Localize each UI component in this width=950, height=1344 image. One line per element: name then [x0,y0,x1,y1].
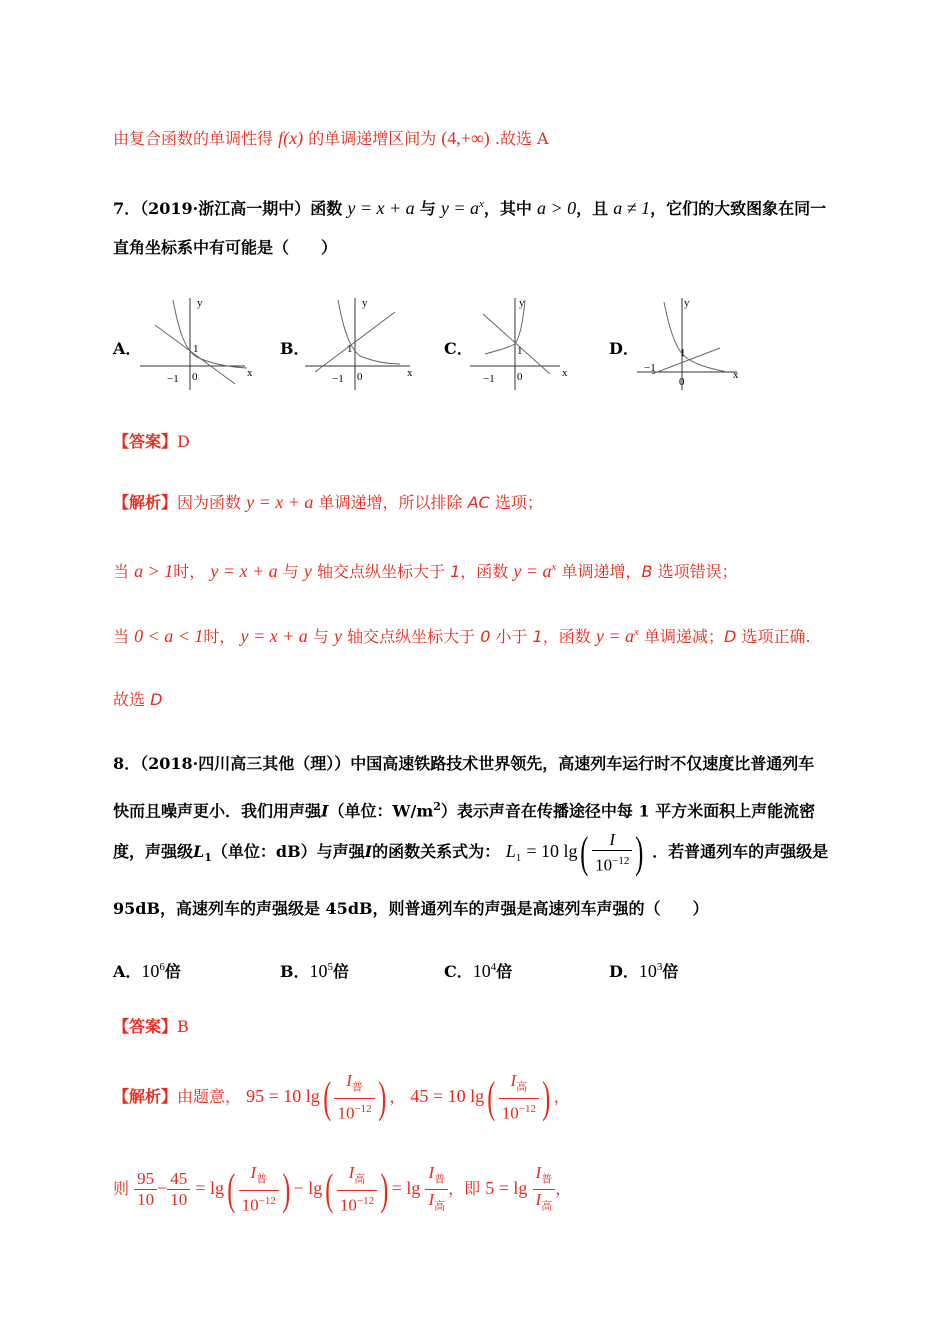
q7-answer-value: D [177,432,190,451]
q7-option-a-label[interactable]: A． [113,339,142,358]
q7-source: （2019·浙江高一期中） [140,199,311,218]
q8-option-d-base: 10 [638,961,657,981]
q7-a3-t5: 小于 [495,627,528,646]
q7-a1-t3: 选项； [494,493,543,512]
q7-t1: 函数 [310,199,343,218]
q8-option-d-exp: 3 [656,961,663,973]
q8-option-a-label: A． [113,962,142,981]
q7-a3-t2: 时， [203,627,236,646]
q7-a3-t7: 单调递减； [644,627,725,646]
graph-d-x-label: x [733,369,739,381]
graph-c-line [483,314,550,374]
q8-option-b-exp: 5 [327,961,334,973]
q7-t3: ，其中 [483,199,532,218]
q8-line3 [113,826,828,876]
q8-option-a[interactable] [113,955,181,984]
q7-a1-ac: AC [467,493,490,512]
q8-line1 [113,752,814,776]
q8-s1-frac1-sub: 普 [351,1081,363,1094]
q8-formula-num: I [592,830,632,851]
q8-option-d[interactable] [609,955,678,984]
q8-s2-ratio-den-i: I [428,1190,435,1209]
graph-a-neg: −1 [167,373,179,385]
q7-option-d-label[interactable]: D． [609,339,639,358]
q8-s1-frac-1 [334,1071,374,1123]
q8-s1-t1: 由题意， [177,1087,242,1106]
q8-s2-frac-gao-num [337,1163,377,1190]
q7-a2-m3-base: y = a [513,561,552,581]
q7-number: 7． [113,199,141,218]
q7-a3-m3-base: y = a [595,626,635,646]
q7-a2-m2: y = x + a [210,561,278,581]
q7-m1: y = x + a [347,198,415,218]
q8-s1-frac1-den [334,1099,374,1124]
q7-a2-t2: 时， [173,562,206,581]
q7-a2-t4: 轴交点纵坐标大于 [316,562,445,581]
q8-s2-frac-pu-num [239,1163,279,1190]
q8-line3-i: I [364,842,373,861]
q8-line3-sub: 1 [204,851,212,865]
q7-a3-t8: 选项正确. [741,627,811,646]
q7-graph-d [632,292,757,392]
q8-line3-a: 度，声强级 [113,842,194,861]
q8-s1-frac2-den-sup: −12 [518,1102,536,1115]
q8-s1-frac2-i: I [510,1071,517,1091]
q7-a3-t3: 与 [312,627,329,646]
q8-s2-eq: = lg [195,1178,225,1198]
q8-s1-frac-2 [499,1071,539,1123]
q8-formula [505,827,652,877]
q7-a4-d: D [150,690,163,709]
q8-option-d-unit: 倍 [662,962,679,981]
q8-option-b-label: B． [280,962,310,981]
q7-m2-base: y = a [440,198,479,218]
q8-s2-frac-pu-den [239,1191,279,1216]
q8-s1-frac1-den-sup: −12 [354,1102,372,1115]
graph-d-one: 1 [680,347,686,359]
q8-s2-ratio-num [425,1163,448,1190]
q8-s1-lparen-2: ( [487,1072,496,1122]
graph-c-zero: 0 [517,371,523,383]
q7-a2-t7: 选项错误； [657,562,738,581]
graph-a-zero: 0 [192,371,198,383]
graph-d-y-label: y [684,297,690,309]
q8-line2-c: ）表示声音在传播途径中每 1 平方米面积上声能流密 [440,801,816,821]
intro-line [113,126,549,151]
q8-line3-l: L [193,842,205,861]
q8-option-b[interactable] [280,955,349,984]
graph-a-y-label: y [197,297,203,309]
q7-t5: ，它们的大致图象在同一 [650,199,827,218]
graph-c-neg: −1 [483,373,495,385]
graph-a-x-label: x [247,367,253,379]
q8-s2-frac-ratio [425,1163,448,1217]
q7-a3-zero: 0 [480,627,491,646]
q8-option-a-exp: 6 [159,961,165,973]
q8-formula-lparen: ( [580,827,589,877]
q7-a2-m3 [513,561,556,581]
q8-option-c-value [473,961,497,981]
q8-s2-ratio-den-sub: 高 [434,1200,446,1213]
q8-formula-den-base: 10 [595,855,613,875]
q8-line2-a: 快而且噪声更小．我们用声强 [113,801,322,821]
q8-option-d-value [639,961,663,981]
q7-option-c-label[interactable]: C． [444,339,473,358]
q7-a3-d: D [724,627,737,646]
q8-option-a-value [141,961,165,981]
graph-d-zero: 0 [679,376,685,388]
q7-a3-t4: 轴交点纵坐标大于 [347,627,476,646]
q7-a2-m3-sup: x [551,561,557,573]
q8-s2-frac-gao-den-sup: −12 [356,1194,375,1207]
q8-line2-sup: 2 [433,800,441,813]
q8-option-c-unit: 倍 [496,962,513,981]
q8-s1-frac2-den [499,1099,539,1124]
q8-s2-frac-pu-den-sup: −12 [258,1194,276,1207]
q8-formula-eq: = 10 lg [526,841,578,861]
q7-graph-c [465,292,590,392]
q8-s2-frac-gao-sub: 高 [354,1173,366,1186]
q8-s2-ratio2-num-sub: 普 [541,1173,553,1185]
q7-graph-a [135,292,260,392]
q7-analysis-tag: 【解析】 [113,493,178,512]
q7-option-b-label[interactable]: B． [280,339,310,358]
graph-d-line [652,348,720,374]
q7-analysis-2 [113,555,738,584]
q8-s2-t1: 则 [113,1179,130,1198]
q8-s1-rparen-1: ) [377,1072,387,1122]
q7-a3-m2: y = x + a [240,626,308,646]
q8-s2-eq3: 5 = lg [485,1178,528,1198]
q7-a3-m3-sup: x [634,626,639,638]
q7-line2: 直角坐标系中有可能是（ ） [113,238,338,257]
graph-c-one: 1 [517,345,523,357]
q8-s2-ratio2-den-i: I [535,1190,542,1209]
q8-option-b-value [310,961,334,981]
q7-analysis-4 [113,688,162,712]
q8-s2-ratio2-den-sub: 高 [541,1200,553,1213]
q8-s2-frac-pu [239,1163,279,1215]
q8-s2-frac-95 [134,1169,157,1210]
q8-s1-frac1-i: I [346,1071,352,1091]
q8-s2-lparen-1: ( [227,1164,236,1214]
q8-s1-rparen-2: ) [542,1072,551,1122]
q8-option-c-base: 10 [472,961,491,981]
q8-formula-den-sup: −12 [612,854,630,867]
q8-s2-frac-gao-i: I [348,1163,355,1183]
q7-t4: ，且 [576,199,609,218]
q7-a2-m1: a > 1 [134,561,174,581]
q7-a2-y: y [303,561,312,581]
graph-a-exp-curve [173,300,247,368]
q8-s2-ratio2-num [533,1163,556,1190]
q7-a2-b: B [641,562,653,581]
q8-s2-frac-pu-den-base: 10 [241,1195,259,1215]
q8-option-c-exp: 4 [490,961,497,973]
graph-d-exp-curve [664,302,727,372]
intro-text-b: 的单调递增区间为 [308,129,437,148]
q8-s2-lparen-2: ( [325,1164,334,1214]
q8-line3-b: （单位：dB）与声强 [211,842,365,861]
q7-a1-t1: 因为函数 [177,493,242,512]
q8-number: 8． [113,754,141,773]
q8-s2-end: ， [555,1179,572,1198]
q7-m2-sup: x [478,198,484,210]
graph-b-neg: −1 [332,373,344,385]
q8-answer-value: B [177,1017,189,1036]
q7-a3-m3 [596,626,639,646]
q7-m4: a ≠ 1 [613,198,651,218]
q8-answer-tag: 【答案】 [113,1017,178,1036]
q8-s2-minus: − [157,1178,168,1198]
q8-option-b-unit: 倍 [333,962,350,981]
q7-a3-t1: 当 [113,627,130,646]
intro-math-f: f(x) [278,128,304,148]
q8-s2-rparen-2: ) [380,1164,389,1214]
q8-s1-eq2: 45 = 10 lg [410,1086,485,1106]
q8-analysis-tag: 【解析】 [113,1087,178,1106]
graph-c-x-label: x [562,367,568,379]
q8-formula-frac [592,830,632,876]
q8-s2-t2: ，即 [448,1179,481,1198]
q7-m2 [441,198,484,218]
graph-b-zero: 0 [357,371,363,383]
q8-s2-frac-ratio-2 [533,1163,556,1217]
q8-s2-ratio2-den [533,1190,556,1216]
q8-s2-ratio-num-sub: 普 [434,1173,446,1185]
q8-s2-ratio-num-i: I [428,1162,435,1182]
q8-s2-frac-pu-sub: 普 [256,1173,268,1186]
q8-s2-frac-pu-i: I [250,1163,257,1183]
graph-b-y-label: y [362,297,368,309]
q7-a2-t3: 与 [282,562,299,581]
q7-answer-tag: 【答案】 [113,432,178,451]
q7-a2-t1: 当 [113,562,130,581]
q7-m3: a > 0 [536,198,577,218]
q8-s2-rparen-1: ) [282,1164,291,1214]
q8-s1-frac2-num [499,1071,539,1098]
graph-a-one: 1 [193,343,199,355]
graph-d-neg: −1 [644,362,656,374]
q7-graph-b [300,292,425,392]
q8-s1-frac1-num [334,1071,374,1098]
q7-analysis-1 [113,490,543,515]
q8-s2-n2: 45 [167,1169,190,1190]
q7-a1-m: y = x + a [246,492,314,512]
intro-text-c: .故选 A [494,129,549,148]
graph-c-y-label: y [519,297,525,309]
q8-s2-frac-45 [167,1169,190,1210]
q8-formula-den [592,851,632,876]
q7-a3-y: y [334,626,342,646]
q7-a1-t2: 单调递增，所以排除 [318,493,463,512]
q7-a3-m1: 0 < a < 1 [134,626,204,646]
q8-s1-frac2-sub: 高 [516,1081,528,1094]
q8-s2-frac-gao-den-base: 10 [339,1195,357,1215]
q7-a2-t6: 单调递增， [561,562,642,581]
q8-s1-frac1-den-base: 10 [337,1103,355,1123]
intro-math-interval: (4,+∞) [441,128,490,148]
q8-line4: 95dB，高速列车的声强级是 45dB，则普通列车的声强是高速列车声强的（ ） [113,899,709,918]
q7-a2-one: 1 [450,562,461,581]
q7-analysis-3 [113,620,811,649]
q8-line2-b: （单位：W/m [328,801,434,821]
q8-formula-rparen: ) [635,827,644,877]
q7-a3-t6: ，函数 [542,627,591,646]
q8-s2-d1: 10 [137,1190,155,1209]
q8-line2-i: I [321,801,329,821]
q8-option-b-base: 10 [309,961,328,981]
q8-s2-d2: 10 [170,1190,188,1209]
q8-source: （2018·四川高三其他（理）） [140,754,351,773]
q8-analysis-2 [113,1162,571,1214]
q8-s2-eq2: = lg [391,1178,421,1198]
q8-s2-ratio-den [425,1190,448,1216]
q8-analysis-1 [113,1070,570,1122]
q7-a2-t5: ，函数 [460,562,509,581]
q8-formula-l: L [505,841,516,861]
q8-s1-lparen-1: ( [323,1072,332,1122]
q8-option-a-base: 10 [141,961,160,981]
q8-s2-frac-gao [337,1163,377,1215]
q8-s2-n1: 95 [134,1169,157,1190]
q8-answer [113,1015,189,1039]
q7-a4-t1: 故选 [113,690,146,709]
q8-line2 [113,795,815,823]
q8-s2-minus2: − lg [293,1178,323,1198]
intro-text-a: 由复合函数的单调性得 [113,129,274,148]
q8-option-c-label: C． [444,962,473,981]
q8-s2-frac-gao-den [337,1191,377,1216]
q8-option-a-unit: 倍 [164,962,181,981]
graph-b-one: 1 [347,343,353,355]
q8-s2-ratio2-num-i: I [535,1162,542,1182]
q8-s1-frac2-den-base: 10 [501,1103,519,1123]
q7-line1 [113,192,826,221]
q8-line1-text: 中国高速铁路技术世界领先，高速列车运行时不仅速度比普通列车 [350,754,815,773]
q8-s1-end: ， [553,1087,570,1106]
q7-t2: 与 [419,199,436,218]
q8-s1-comma: ， [389,1087,406,1106]
q8-formula-sub: 1 [515,852,522,865]
q8-line3-c: 的函数关系式为： [372,842,501,861]
q8-line3-d: ．若普通列车的声强级是 [652,842,829,861]
q7-answer [113,430,190,454]
q8-option-c[interactable] [444,955,512,984]
q7-a3-one: 1 [532,627,543,646]
q8-s1-eq1: 95 = 10 lg [246,1086,320,1106]
graph-b-x-label: x [407,367,413,379]
q8-option-d-label: D． [609,962,639,981]
